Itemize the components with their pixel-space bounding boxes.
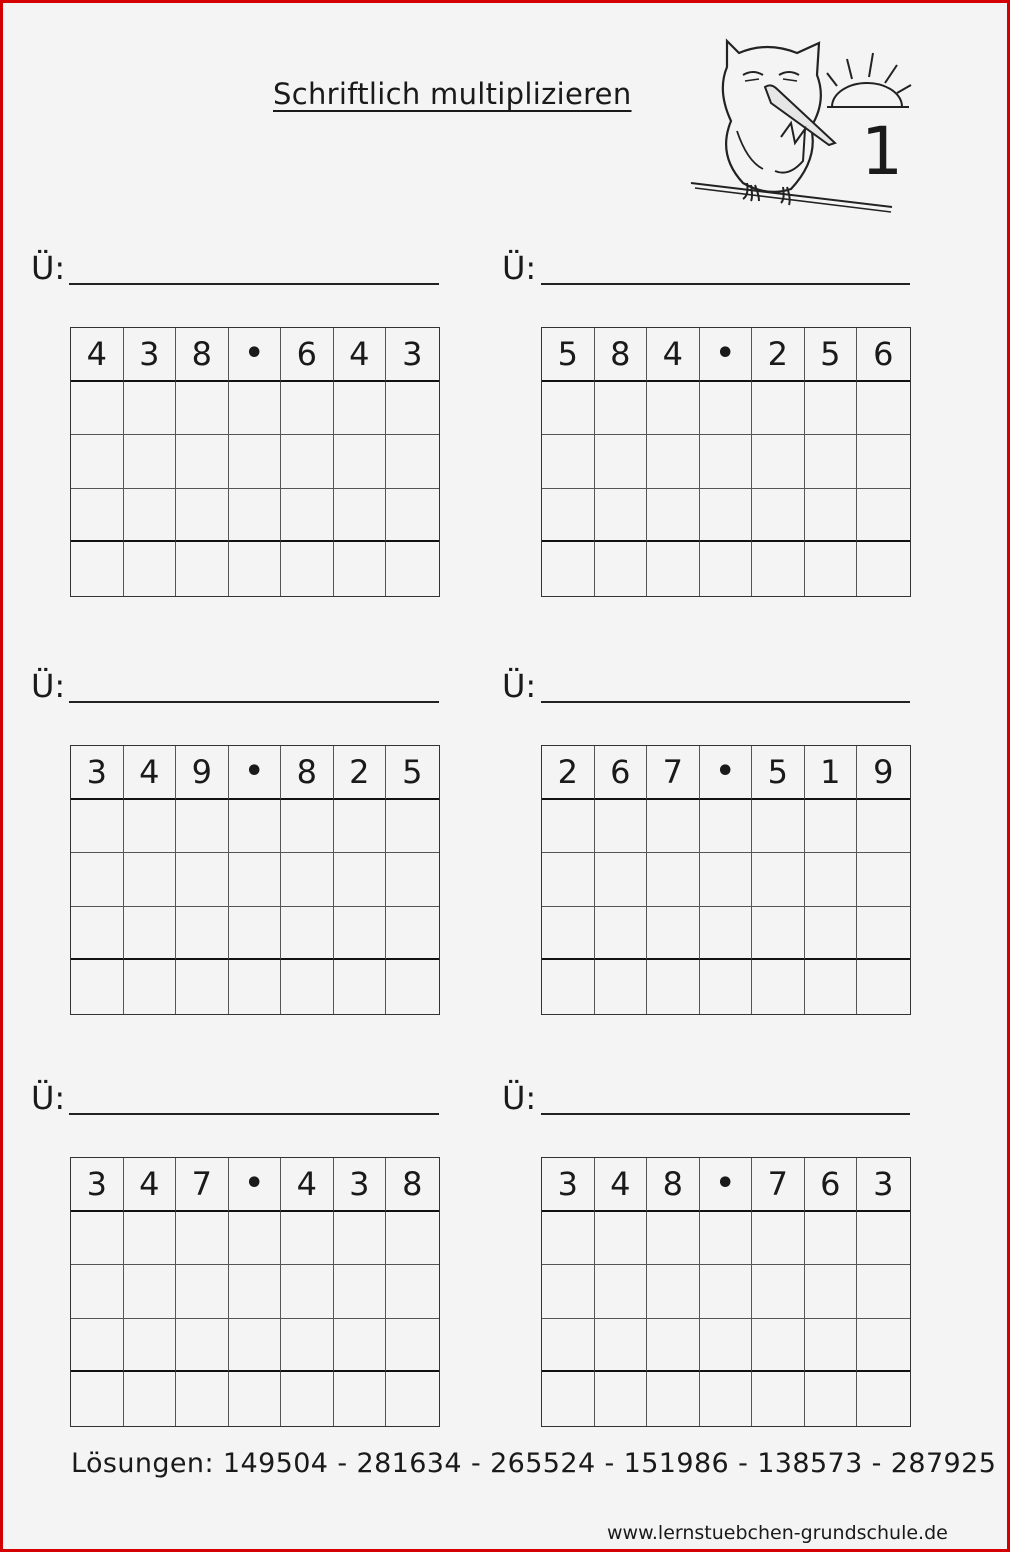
blank-cell (805, 489, 858, 543)
blank-cell (595, 489, 648, 543)
result-cell (647, 1372, 700, 1426)
blank-cell (857, 1212, 910, 1266)
result-cell (124, 1372, 177, 1426)
result-cell (805, 960, 858, 1014)
result-cell (386, 1372, 439, 1426)
check-label: Ü: (31, 667, 66, 705)
digit-cell: 9 (176, 746, 229, 800)
blank-cell (386, 382, 439, 436)
digit-cell: 4 (647, 328, 700, 382)
blank-cell (700, 853, 753, 907)
blank-cell (334, 435, 387, 489)
result-cell (700, 1372, 753, 1426)
blank-cell (124, 1212, 177, 1266)
blank-cell (334, 1212, 387, 1266)
blank-cell (542, 1265, 595, 1319)
blank-cell (857, 435, 910, 489)
result-cell (752, 1372, 805, 1426)
digit-cell: 9 (857, 746, 910, 800)
blank-cell (752, 853, 805, 907)
check-label: Ü: (502, 1079, 537, 1117)
blank-cell (71, 1319, 124, 1373)
blank-cell (752, 800, 805, 854)
blank-cell (386, 489, 439, 543)
blank-cell (229, 489, 282, 543)
multiply-dot: • (700, 1158, 753, 1212)
task-grid-5 (70, 1157, 440, 1427)
blank-cell (176, 435, 229, 489)
result-cell (229, 960, 282, 1014)
blank-cell (700, 1265, 753, 1319)
digit-cell: 6 (281, 328, 334, 382)
blank-cell (805, 1265, 858, 1319)
blank-cell (805, 853, 858, 907)
digit-cell: 4 (281, 1158, 334, 1212)
blank-cell (752, 1319, 805, 1373)
blank-cell (752, 1212, 805, 1266)
blank-cell (71, 489, 124, 543)
digit-cell: 3 (542, 1158, 595, 1212)
blank-cell (176, 1212, 229, 1266)
blank-cell (595, 800, 648, 854)
result-cell (71, 542, 124, 596)
blank-cell (595, 1212, 648, 1266)
result-cell (542, 542, 595, 596)
blank-cell (805, 1212, 858, 1266)
result-cell (647, 542, 700, 596)
blank-cell (700, 907, 753, 961)
blank-cell (386, 1212, 439, 1266)
result-cell (857, 542, 910, 596)
blank-cell (386, 853, 439, 907)
check-answer-line (69, 1113, 439, 1115)
result-cell (752, 542, 805, 596)
digit-cell: 6 (857, 328, 910, 382)
blank-cell (281, 382, 334, 436)
digit-cell: 2 (542, 746, 595, 800)
result-cell (71, 960, 124, 1014)
digit-cell: 4 (124, 1158, 177, 1212)
blank-cell (124, 1265, 177, 1319)
blank-cell (542, 1319, 595, 1373)
blank-cell (700, 1212, 753, 1266)
digit-cell: 3 (71, 1158, 124, 1212)
result-cell (700, 542, 753, 596)
blank-cell (805, 800, 858, 854)
result-cell (386, 960, 439, 1014)
multiply-dot: • (700, 328, 753, 382)
blank-cell (281, 800, 334, 854)
blank-cell (752, 382, 805, 436)
blank-cell (281, 1212, 334, 1266)
blank-cell (176, 1265, 229, 1319)
blank-cell (595, 853, 648, 907)
blank-cell (229, 435, 282, 489)
blank-cell (281, 907, 334, 961)
blank-cell (647, 1212, 700, 1266)
task-grid-2 (541, 327, 911, 597)
blank-cell (334, 853, 387, 907)
blank-cell (71, 382, 124, 436)
blank-cell (281, 853, 334, 907)
blank-cell (229, 853, 282, 907)
check-answer-line (541, 701, 910, 703)
blank-cell (71, 853, 124, 907)
digit-cell: 3 (124, 328, 177, 382)
blank-cell (229, 800, 282, 854)
digit-cell: 4 (334, 328, 387, 382)
blank-cell (752, 1265, 805, 1319)
digit-cell: 6 (805, 1158, 858, 1212)
blank-cell (857, 907, 910, 961)
blank-cell (857, 382, 910, 436)
website-footer: www.lernstuebchen-grundschule.de (607, 1522, 948, 1544)
blank-cell (334, 800, 387, 854)
blank-cell (700, 800, 753, 854)
digit-cell: 7 (176, 1158, 229, 1212)
blank-cell (805, 435, 858, 489)
digit-cell: 7 (752, 1158, 805, 1212)
digit-cell: 5 (542, 328, 595, 382)
blank-cell (334, 489, 387, 543)
result-cell (124, 542, 177, 596)
result-cell (334, 542, 387, 596)
blank-cell (595, 1265, 648, 1319)
blank-cell (700, 489, 753, 543)
result-cell (176, 1372, 229, 1426)
blank-cell (542, 382, 595, 436)
blank-cell (124, 800, 177, 854)
result-cell (595, 960, 648, 1014)
result-cell (386, 542, 439, 596)
blank-cell (281, 1319, 334, 1373)
check-label: Ü: (502, 667, 537, 705)
blank-cell (647, 907, 700, 961)
blank-cell (386, 1319, 439, 1373)
task-grid-6 (541, 1157, 911, 1427)
result-cell (542, 1372, 595, 1426)
blank-cell (124, 1319, 177, 1373)
blank-cell (229, 1212, 282, 1266)
task-grid-4 (541, 745, 911, 1015)
worksheet-title: Schriftlich multiplizieren (273, 77, 632, 111)
result-cell (71, 1372, 124, 1426)
digit-cell: 7 (647, 746, 700, 800)
digit-cell: 3 (857, 1158, 910, 1212)
digit-cell: 2 (752, 328, 805, 382)
digit-cell: 4 (595, 1158, 648, 1212)
blank-cell (752, 489, 805, 543)
result-cell (229, 542, 282, 596)
blank-cell (386, 907, 439, 961)
blank-cell (124, 435, 177, 489)
digit-cell: 5 (752, 746, 805, 800)
digit-cell: 3 (334, 1158, 387, 1212)
blank-cell (386, 435, 439, 489)
blank-cell (542, 800, 595, 854)
blank-cell (176, 382, 229, 436)
result-cell (229, 1372, 282, 1426)
result-cell (857, 1372, 910, 1426)
blank-cell (71, 435, 124, 489)
solutions-line: Lösungen: 149504 - 281634 - 265524 - 151986 - 138573 - 287925 (71, 1448, 997, 1479)
result-cell (595, 542, 648, 596)
result-cell (542, 960, 595, 1014)
blank-cell (542, 489, 595, 543)
blank-cell (71, 1212, 124, 1266)
blank-cell (805, 382, 858, 436)
result-cell (805, 542, 858, 596)
blank-cell (386, 800, 439, 854)
check-label: Ü: (502, 249, 537, 287)
blank-cell (229, 1319, 282, 1373)
digit-cell: 4 (71, 328, 124, 382)
blank-cell (647, 1319, 700, 1373)
check-answer-line (541, 1113, 910, 1115)
digit-cell: 5 (386, 746, 439, 800)
multiply-dot: • (229, 328, 282, 382)
blank-cell (857, 1265, 910, 1319)
blank-cell (334, 1319, 387, 1373)
blank-cell (176, 907, 229, 961)
blank-cell (805, 1319, 858, 1373)
digit-cell: 8 (595, 328, 648, 382)
blank-cell (647, 382, 700, 436)
task-grid-1 (70, 327, 440, 597)
digit-cell: 5 (805, 328, 858, 382)
digit-cell: 4 (124, 746, 177, 800)
blank-cell (647, 435, 700, 489)
check-answer-line (69, 283, 439, 285)
blank-cell (595, 435, 648, 489)
blank-cell (71, 907, 124, 961)
blank-cell (647, 489, 700, 543)
result-cell (595, 1372, 648, 1426)
sheet-number: 1 (861, 113, 903, 190)
result-cell (647, 960, 700, 1014)
blank-cell (700, 435, 753, 489)
result-cell (281, 960, 334, 1014)
blank-cell (752, 435, 805, 489)
multiply-dot: • (700, 746, 753, 800)
digit-cell: 8 (176, 328, 229, 382)
blank-cell (857, 489, 910, 543)
blank-cell (176, 800, 229, 854)
blank-cell (281, 1265, 334, 1319)
blank-cell (542, 853, 595, 907)
blank-cell (176, 853, 229, 907)
result-cell (700, 960, 753, 1014)
blank-cell (700, 382, 753, 436)
result-cell (334, 960, 387, 1014)
blank-cell (176, 1319, 229, 1373)
digit-cell: 3 (386, 328, 439, 382)
blank-cell (281, 435, 334, 489)
task-grid-3 (70, 745, 440, 1015)
blank-cell (647, 1265, 700, 1319)
check-label: Ü: (31, 249, 66, 287)
blank-cell (229, 1265, 282, 1319)
multiply-dot: • (229, 746, 282, 800)
digit-cell: 8 (281, 746, 334, 800)
blank-cell (700, 1319, 753, 1373)
blank-cell (334, 907, 387, 961)
result-cell (805, 1372, 858, 1426)
result-cell (281, 1372, 334, 1426)
digit-cell: 2 (334, 746, 387, 800)
blank-cell (71, 800, 124, 854)
blank-cell (542, 1212, 595, 1266)
blank-cell (124, 907, 177, 961)
blank-cell (595, 1319, 648, 1373)
digit-cell: 1 (805, 746, 858, 800)
result-cell (281, 542, 334, 596)
digit-cell: 8 (647, 1158, 700, 1212)
blank-cell (857, 853, 910, 907)
blank-cell (805, 907, 858, 961)
check-answer-line (541, 283, 910, 285)
blank-cell (124, 489, 177, 543)
result-cell (334, 1372, 387, 1426)
check-label: Ü: (31, 1079, 66, 1117)
blank-cell (334, 382, 387, 436)
blank-cell (334, 1265, 387, 1319)
digit-cell: 8 (386, 1158, 439, 1212)
blank-cell (71, 1265, 124, 1319)
result-cell (124, 960, 177, 1014)
blank-cell (595, 907, 648, 961)
blank-cell (647, 800, 700, 854)
result-cell (857, 960, 910, 1014)
blank-cell (752, 907, 805, 961)
blank-cell (124, 853, 177, 907)
digit-cell: 3 (71, 746, 124, 800)
blank-cell (229, 382, 282, 436)
blank-cell (229, 907, 282, 961)
result-cell (176, 542, 229, 596)
blank-cell (281, 489, 334, 543)
result-cell (176, 960, 229, 1014)
blank-cell (857, 800, 910, 854)
blank-cell (595, 382, 648, 436)
blank-cell (386, 1265, 439, 1319)
blank-cell (124, 382, 177, 436)
blank-cell (542, 907, 595, 961)
blank-cell (176, 489, 229, 543)
result-cell (752, 960, 805, 1014)
check-answer-line (69, 701, 439, 703)
blank-cell (857, 1319, 910, 1373)
blank-cell (542, 435, 595, 489)
multiply-dot: • (229, 1158, 282, 1212)
digit-cell: 6 (595, 746, 648, 800)
blank-cell (647, 853, 700, 907)
